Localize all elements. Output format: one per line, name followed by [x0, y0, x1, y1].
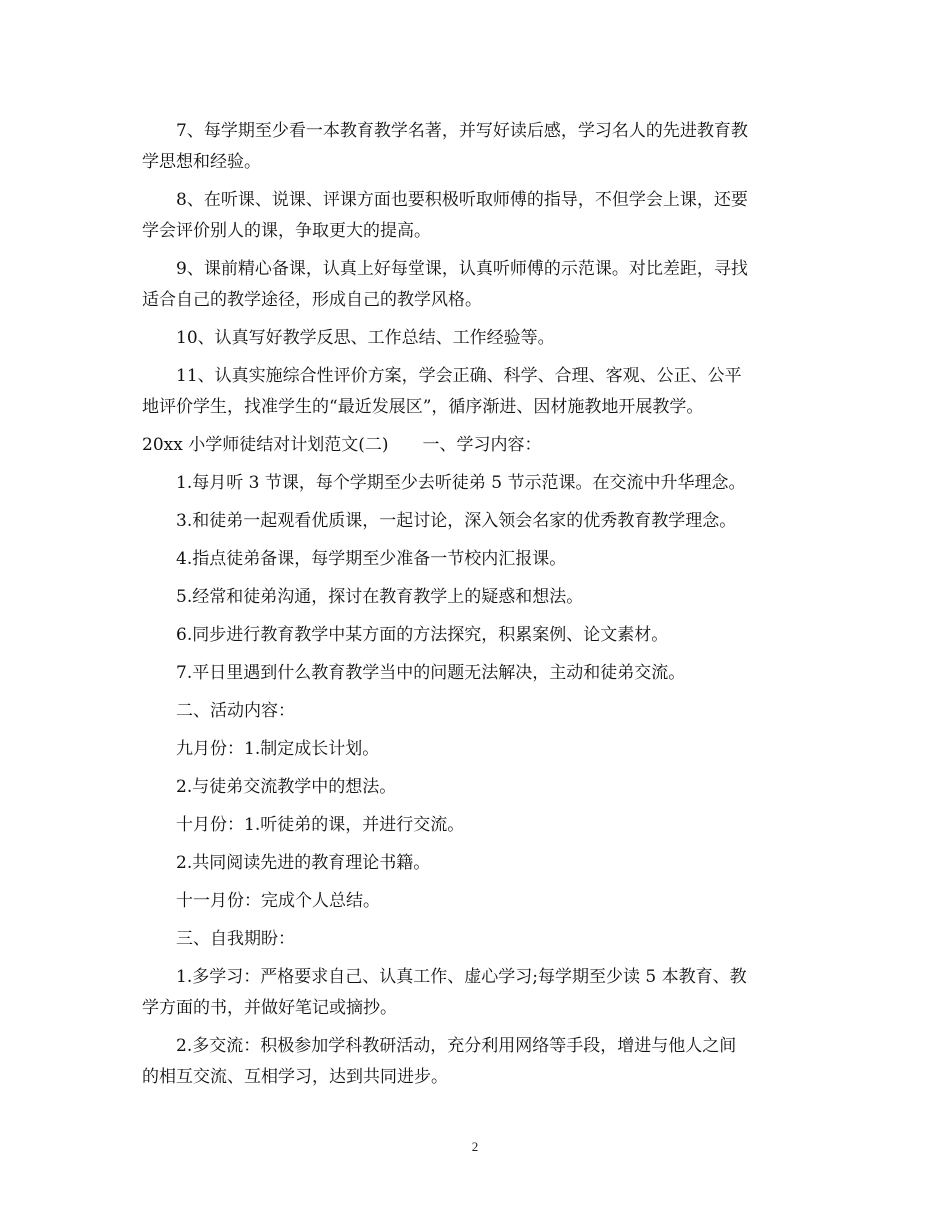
- text-line: 十一月份：完成个人总结。: [176, 891, 380, 911]
- paragraph: [142, 430, 808, 461]
- text-line: 9、课前精心备课，认真上好每堂课，认真听师傅的示范课。对比差距，寻找: [176, 259, 748, 279]
- text-line: 10、认真写好教学反思、工作总结、工作经验等。: [176, 328, 555, 348]
- text-line: 3.和徒弟一起观看优质课，一起讨论，深入领会名家的优秀教育教学理念。: [176, 511, 737, 531]
- text-line: 4.指点徒弟备课，每学期至少准备一节校内汇报课。: [176, 549, 567, 569]
- text-line: 7、每学期至少看一本教育教学名著，并写好读后感，学习名人的先进教育教: [176, 121, 748, 141]
- page-number: 2: [471, 1139, 479, 1154]
- paragraph: [142, 962, 808, 1024]
- text-line: 二、活动内容：: [176, 701, 295, 721]
- paragraph: [142, 620, 808, 651]
- paragraph: [142, 468, 808, 499]
- text-line: 1.多学习：严格要求自己、认真工作、虚心学习;每学期至少读 5 本教育、教: [176, 967, 747, 987]
- text-line: 2.多交流：积极参加学科教研活动，充分利用网络等手段，增进与他人之间: [176, 1036, 737, 1056]
- paragraph: [142, 116, 808, 178]
- text-line: 20xx 小学师徒结对计划范文(二) 一、学习内容：: [142, 435, 542, 455]
- text-line: 2.共同阅读先进的教育理论书籍。: [176, 853, 431, 873]
- paragraph: [142, 1031, 808, 1093]
- text-line: 学会评价别人的课，争取更大的提高。: [142, 221, 431, 241]
- paragraph: [142, 658, 808, 689]
- paragraph: [142, 361, 808, 423]
- document-body: [142, 116, 808, 1100]
- text-line: 九月份：1.制定成长计划。: [176, 739, 380, 759]
- paragraph: [142, 772, 808, 803]
- text-line: 适合自己的教学途径，形成自己的教学风格。: [142, 290, 482, 310]
- text-line: 7.平日里遇到什么教育教学当中的问题无法解决，主动和徒弟交流。: [176, 663, 686, 683]
- paragraph: [142, 185, 808, 247]
- text-line: 地评价学生，找准学生的“最近发展区”，循序渐进、因材施教地开展教学。: [142, 397, 704, 417]
- paragraph: [142, 582, 808, 613]
- paragraph: [142, 924, 808, 955]
- paragraph: [142, 696, 808, 727]
- paragraph: [142, 810, 808, 841]
- text-line: 11、认真实施综合性评价方案，学会正确、科学、合理、客观、公正、公平: [176, 366, 742, 386]
- text-line: 的相互交流、互相学习，达到共同进步。: [142, 1067, 448, 1087]
- text-line: 十月份：1.听徒弟的课，并进行交流。: [176, 815, 465, 835]
- text-line: 学思想和经验。: [142, 152, 261, 172]
- paragraph: [142, 734, 808, 765]
- text-line: 6.同步进行教育教学中某方面的方法探究，积累案例、论文素材。: [176, 625, 669, 645]
- text-line: 学方面的书，并做好笔记或摘抄。: [142, 998, 397, 1018]
- paragraph: [142, 323, 808, 354]
- paragraph: [142, 254, 808, 316]
- paragraph: [142, 848, 808, 879]
- text-line: 三、自我期盼：: [176, 929, 295, 949]
- paragraph: [142, 886, 808, 917]
- paragraph: [142, 506, 808, 537]
- text-line: 2.与徒弟交流教学中的想法。: [176, 777, 397, 797]
- text-line: 5.经常和徒弟沟通，探讨在教育教学上的疑惑和想法。: [176, 587, 584, 607]
- text-line: 8、在听课、说课、评课方面也要积极听取师傅的指导，不但学会上课，还要: [176, 190, 748, 210]
- paragraph: [142, 544, 808, 575]
- text-line: 1.每月听 3 节课，每个学期至少去听徒弟 5 节示范课。在交流中升华理念。: [176, 473, 746, 493]
